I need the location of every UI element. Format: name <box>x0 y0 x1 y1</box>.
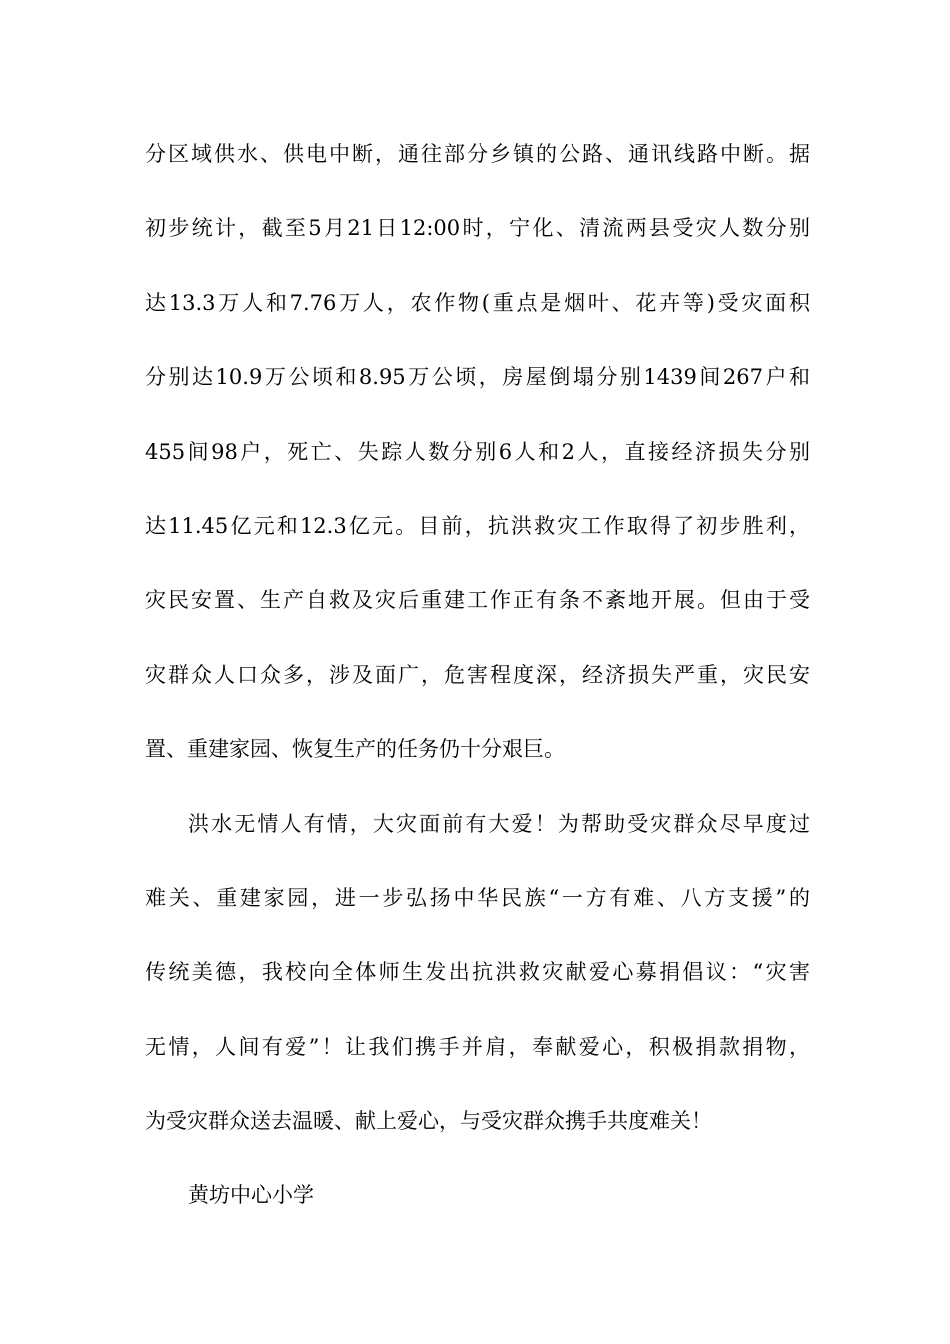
paragraph-1-line: 分别达10.9万公顷和8.95万公顷，房屋倒塌分别1439间267户和 <box>145 365 810 390</box>
paragraph-1-line: 灾民安置、生产自救及灾后重建工作正有条不紊地开展。但由于受 <box>145 588 810 613</box>
paragraph-1-line: 灾群众人口众多，涉及面广，危害程度深，经济损失严重，灾民安 <box>145 662 810 687</box>
paragraph-1-line: 初步统计，截至5月21日12:00时，宁化、清流两县受灾人数分别 <box>145 216 810 241</box>
paragraph-1-line: 分区域供水、供电中断，通往部分乡镇的公路、通讯线路中断。据 <box>145 142 810 166</box>
paragraph-1-line: 达13.3万人和7.76万人，农作物(重点是烟叶、花卉等)受灾面积 <box>145 290 810 315</box>
signature: 黄坊中心小学 <box>188 1183 314 1208</box>
paragraph-2-line: 难关、重建家园，进一步弘扬中华民族“一方有难、八方支援”的 <box>145 885 810 910</box>
paragraph-2-line: 无情，人间有爱”！让我们携手并肩，奉献爱心，积极捐款捐物， <box>145 1034 810 1059</box>
paragraph-2-line: 洪水无情人有情，大灾面前有大爱！为帮助受灾群众尽早度过 <box>188 811 810 836</box>
paragraph-1-line: 达11.45亿元和12.3亿元。目前，抗洪救灾工作取得了初步胜利， <box>145 513 810 538</box>
paragraph-2-line: 传统美德，我校向全体师生发出抗洪救灾献爱心募捐倡议：“灾害 <box>145 960 810 985</box>
paragraph-1-line: 置、重建家园、恢复生产的任务仍十分艰巨。 <box>145 737 565 762</box>
paragraph-2-line: 为受灾群众送去温暖、献上爱心，与受灾群众携手共度难关！ <box>145 1109 712 1134</box>
document-body <box>145 130 810 1246</box>
paragraph-1-line: 455间98户，死亡、失踪人数分别6人和2人，直接经济损失分别 <box>145 439 810 464</box>
